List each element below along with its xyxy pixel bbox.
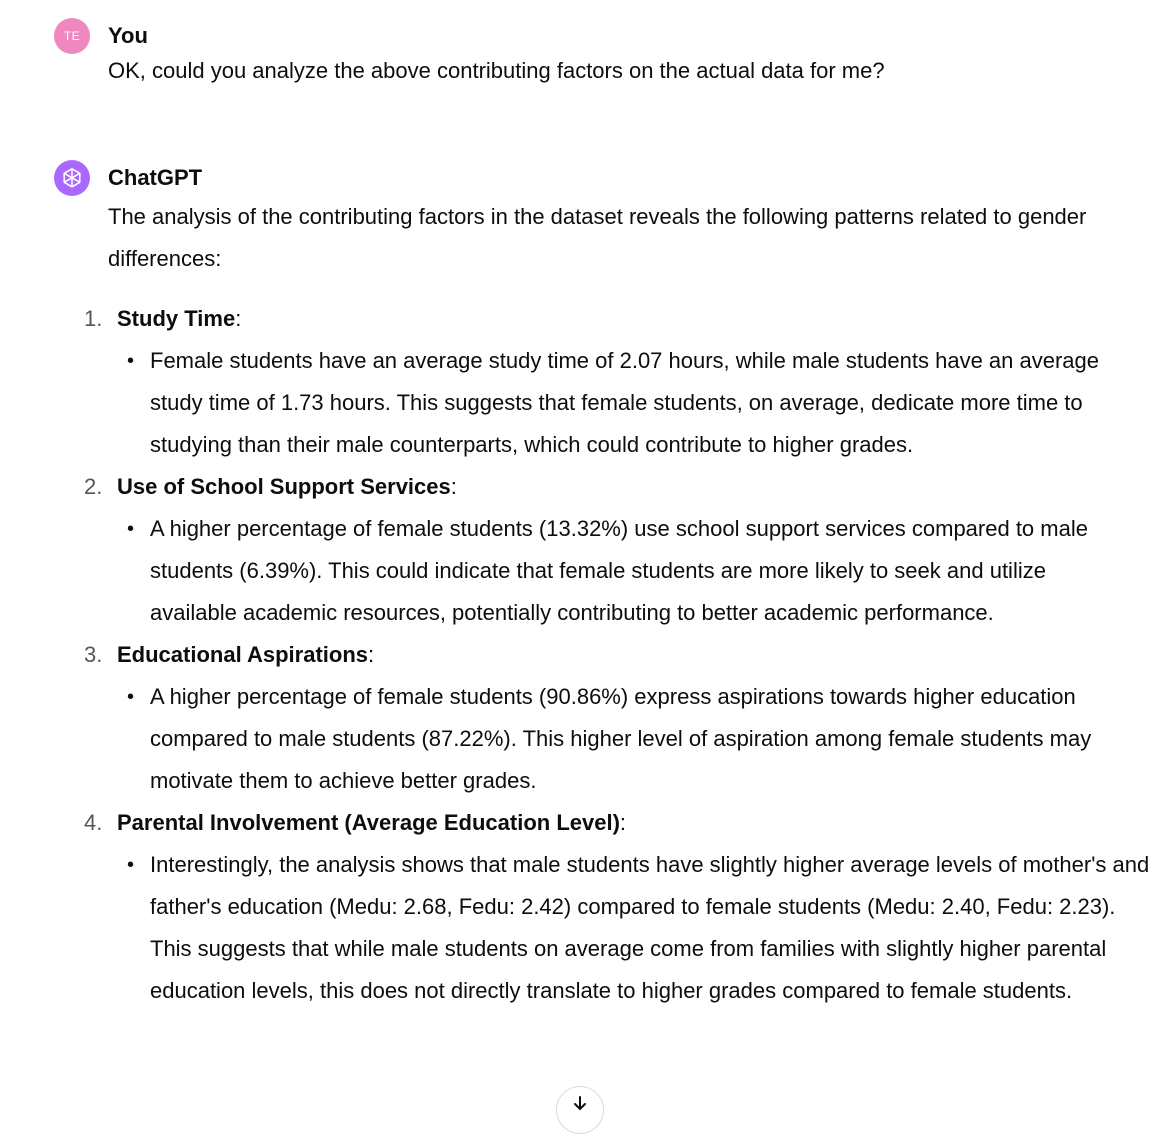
list-item-suffix: : [450, 474, 457, 499]
list-item [0, 298, 1169, 466]
list-item [0, 466, 1169, 634]
list-item-title: Study Time [117, 306, 236, 331]
assistant-message [0, 160, 1169, 1108]
user-avatar-initials: TE [63, 29, 81, 43]
list-item-number: 3. [84, 642, 103, 667]
list-item-number: 2. [84, 474, 103, 499]
list-item-detail: A higher percentage of female students (90.86%) express aspirations towards higher education compared to male students (87.22%). This higher level of aspiration among female students may motivate them to achieve better grades. [150, 684, 1092, 793]
list-item-number: 4. [84, 810, 103, 835]
list-item-detail: Female students have an average study time of 2.07 hours, while male students have an average study time of 1.73 hours. This suggests that female students, on average, dedicate more time to studying than their male counterparts, which could contribute to higher grades. [150, 348, 1100, 457]
list-item-title: Educational Aspirations [117, 642, 369, 667]
list-item-title: Use of School Support Services [117, 474, 451, 499]
assistant-intro-text: The analysis of the contributing factors in the dataset reveals the following patterns related to gender differences: [108, 204, 1087, 271]
list-item-suffix: : [619, 810, 627, 835]
chatgpt-logo-icon [54, 160, 90, 196]
arrow-down-icon [572, 1095, 588, 1111]
bullet-icon: • [127, 350, 135, 372]
list-item-title: Parental Involvement (Average Education Level) [117, 810, 620, 835]
list-item-suffix: : [235, 306, 242, 331]
factor-list [0, 298, 1169, 1012]
assistant-author-name: ChatGPT [108, 165, 203, 190]
list-item-number: 1. [84, 306, 103, 331]
bullet-icon: • [127, 686, 135, 708]
user-message [0, 18, 1169, 98]
user-message-text: OK, could you analyze the above contributing factors on the actual data for me? [108, 58, 885, 83]
user-author-name: You [108, 23, 148, 48]
bullet-icon: • [127, 518, 135, 540]
list-item-detail: A higher percentage of female students (13.32%) use school support services compared to male students (6.39%). This could indicate that female students are more likely to seek and utilize available academic resources, potentially contributing to better academic performance. [150, 516, 1088, 625]
list-item [0, 634, 1169, 802]
user-avatar [54, 18, 90, 54]
list-item [0, 802, 1169, 1012]
list-item-detail: Interestingly, the analysis shows that male students have slightly higher average levels of mother's and father's education (Medu: 2.68, Fedu: 2.42) compared to female students (Medu: 2.40, Fedu: 2.23). This suggests that while male students on average come from families with slightly higher parental education levels, this does not directly translate to higher grades compared to female students. [150, 852, 1150, 1003]
scroll-to-bottom-button[interactable] [556, 1086, 604, 1134]
list-item-suffix: : [368, 642, 375, 667]
bullet-icon: • [127, 854, 135, 876]
